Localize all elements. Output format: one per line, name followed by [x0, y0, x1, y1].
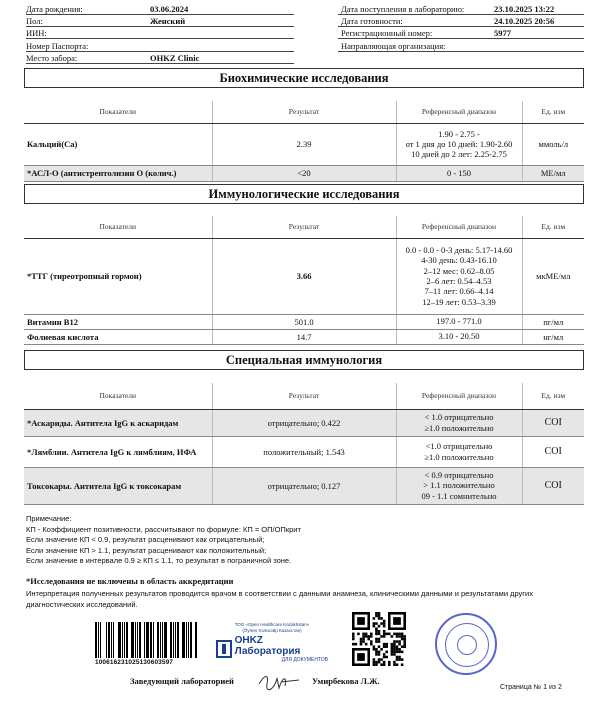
test-unit: ммоль/л — [522, 123, 584, 165]
logo-company: ТОО «Open Healthcare Kazakhstan» — [234, 622, 310, 627]
ref-line: ≥1.0 положительно — [424, 451, 494, 462]
test-unit: пг/мл — [522, 314, 584, 329]
ref-line: < 0.9 отрицательно — [424, 470, 494, 481]
barcode-number: 100616231025130603597 — [95, 659, 174, 666]
logo-title: OHKZ Лаборатория — [234, 635, 301, 657]
test-result: 14.7 — [212, 329, 396, 344]
ref-line: > 1.1 положительно — [423, 480, 495, 491]
test-ref — [396, 467, 522, 504]
ref-line: 10 дней до 2 лет: 2.25-2.75 — [411, 149, 507, 160]
col-ref-header: Референсный диапазон — [396, 101, 522, 123]
test-unit: нг/мл — [522, 329, 584, 344]
test-name: Токсокары. Антитела IgG к токсокарам — [24, 467, 212, 504]
col-result-header: Результат — [212, 216, 396, 238]
logo-company-alt: (Ӧупен Хэлскэйр Казахстан) — [242, 627, 302, 633]
ref-line: 4-30 день: 0.43-16.10 — [421, 255, 497, 266]
note-line: Если значение в интервале 0.9 ≥ КП ≤ 1.1, то результат в пограничной зоне. — [26, 556, 292, 565]
notes-title: Примечание: — [26, 514, 72, 523]
col-result-header: Результат — [212, 101, 396, 123]
test-ref: 197.0 - 771.0 — [396, 314, 522, 329]
lab-logo — [216, 622, 328, 666]
birthdate-label: Дата рождения: — [26, 4, 83, 14]
ref-line: 0.0 - 0.0 - 0-3 день: 5.17-14.60 — [405, 245, 513, 256]
biochemistry-table — [24, 101, 584, 182]
test-result: 3.66 — [212, 238, 396, 314]
test-name: Фолиевая кислота — [24, 329, 212, 344]
test-result: 2.39 — [212, 123, 396, 165]
section-title-biochemistry: Биохимические исследования — [24, 68, 584, 88]
col-ref-header: Референсный диапазон — [396, 383, 522, 409]
ref-line: 12–19 лет: 0.53–3.39 — [422, 296, 496, 307]
ref-line: от 1 дня до 10 дней: 1.90-2.60 — [405, 138, 513, 149]
test-result: <20 — [212, 165, 396, 181]
qr-code-icon — [352, 612, 406, 666]
test-ref — [396, 123, 522, 165]
regnum-value: 5977 — [494, 28, 511, 38]
test-unit: COI — [522, 436, 584, 467]
section-title-special-immunology: Специальная иммунология — [24, 350, 584, 370]
ready-label: Дата готовности: — [341, 16, 403, 26]
logo-subtitle: ДЛЯ ДОКУМЕНТОВ — [281, 657, 328, 663]
ref-line: 1.90 - 2.75 - — [438, 128, 480, 139]
notes-block — [26, 514, 586, 567]
note-line: Если значение КП < 0.9, результат расценивают как отрицательный; — [26, 535, 265, 544]
test-name: *ТТГ (тиреотропный гормон) — [24, 238, 212, 314]
section-title-immunology: Иммунологические исследования — [24, 184, 584, 204]
test-result: положительный; 1.543 — [212, 436, 396, 467]
table-row — [24, 314, 584, 329]
received-label: Дата поступления в лабораторию: — [341, 4, 465, 14]
received-value: 23.10.2025 13:22 — [494, 4, 555, 14]
ref-line: 09 - 1.1 сомнительно — [421, 490, 497, 501]
test-ref — [396, 436, 522, 467]
page-number: Страница № 1 из 2 — [500, 684, 562, 691]
test-ref: 0 - 150 — [396, 165, 522, 181]
ref-line: 7–11 лет: 0.66–4.14 — [424, 286, 494, 297]
head-of-lab-label: Заведующий лабораторией — [130, 676, 234, 686]
signature-icon — [255, 670, 305, 692]
ref-line: ≥1.0 положительно — [424, 422, 494, 433]
col-result-header: Результат — [212, 383, 396, 409]
table-row — [24, 238, 584, 314]
sex-label: Пол: — [26, 16, 43, 26]
lab-stamp-icon — [435, 613, 497, 675]
table-header — [24, 383, 584, 409]
test-unit: МЕ/мл — [522, 165, 584, 181]
test-result: 501.0 — [212, 314, 396, 329]
referring-org-label: Направляющая организация: — [341, 41, 446, 51]
table-row — [24, 329, 584, 344]
col-ref-header: Референсный диапазон — [396, 216, 522, 238]
col-name-header: Показатели — [24, 216, 212, 238]
col-unit-header: Ед. изм — [522, 216, 584, 238]
table-row — [24, 165, 584, 181]
test-result: отрицательно; 0.422 — [212, 409, 396, 436]
special-immunology-table — [24, 383, 584, 505]
col-name-header: Показатели — [24, 101, 212, 123]
sample-site-label: Место забора: — [26, 53, 78, 63]
test-unit: COI — [522, 409, 584, 436]
ref-line: 2–12 мес: 0.62–8.05 — [423, 265, 495, 276]
note-line: Если значение КП > 1.1, результат расценивают как положительный; — [26, 545, 267, 555]
test-unit: мкМЕ/мл — [522, 238, 584, 314]
col-unit-header: Ед. изм — [522, 101, 584, 123]
table-row — [24, 123, 584, 165]
accreditation-note: *Исследования не включены в область аккредитации — [26, 576, 234, 586]
head-of-lab-name: Умирбекова Л.Ж. — [312, 676, 380, 686]
test-name: *Лямблии. Антитела IgG к лямблиям, ИФА — [24, 436, 212, 467]
note-line: КП - Коэффициент позитивности, рассчитывают по формуле: КП = ОП/ОПкрит — [26, 524, 301, 534]
test-name: *Аскариды. Антитела IgG к аскаридам — [24, 409, 212, 436]
table-header — [24, 101, 584, 123]
patient-header — [0, 0, 600, 66]
barcode — [95, 622, 199, 658]
regnum-label: Регистрационный номер: — [341, 28, 433, 38]
test-result: отрицательно; 0.127 — [212, 467, 396, 504]
table-row — [24, 436, 584, 467]
ready-value: 24.10.2025 20:56 — [494, 16, 555, 26]
col-unit-header: Ед. изм — [522, 383, 584, 409]
ref-line: < 1.0 отрицательно — [424, 412, 494, 423]
logo-mark-icon — [216, 640, 232, 658]
test-unit: COI — [522, 467, 584, 504]
iin-label: ИИН: — [26, 28, 47, 38]
test-ref — [396, 409, 522, 436]
table-row — [24, 467, 584, 504]
test-ref: 3.10 - 20.50 — [396, 329, 522, 344]
table-header — [24, 216, 584, 238]
ref-line: 2–6 лет: 0.54–4.53 — [426, 276, 492, 286]
col-name-header: Показатели — [24, 383, 212, 409]
interpretation-note: Интерпретация полученных результатов проводится врачом в соответствии с данными анамнеза, клиническими данными и результатами других диагностических исследований. — [26, 589, 533, 609]
test-name: Витамин B12 — [24, 314, 212, 329]
test-ref — [396, 238, 522, 314]
sample-site-value: OHKZ Clinic — [150, 53, 200, 63]
table-row — [24, 409, 584, 436]
ref-line: <1.0 отрицательно — [425, 441, 493, 452]
test-name: *АСЛ-О (антистрептолизин О (колич.) — [24, 165, 212, 181]
birthdate-value: 03.06.2024 — [150, 4, 189, 14]
immunology-table — [24, 216, 584, 345]
sex-value: Женский — [150, 16, 186, 26]
passport-label: Номер Паспорта: — [26, 41, 89, 51]
test-name: Кальций(Ca) — [24, 123, 212, 165]
